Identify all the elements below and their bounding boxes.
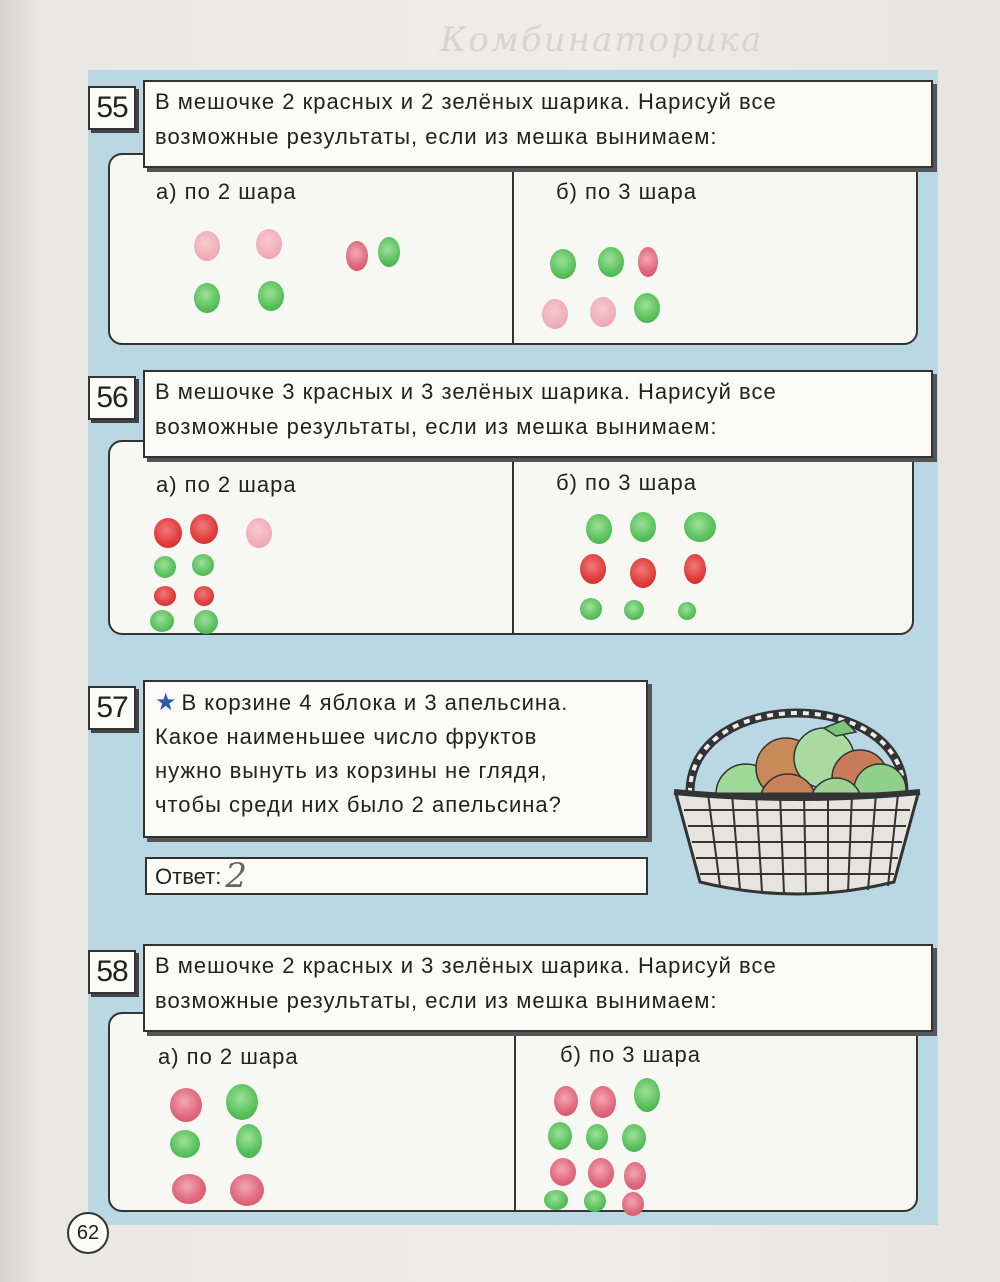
ball-red bbox=[190, 514, 218, 544]
ball-green bbox=[170, 1130, 200, 1158]
ball-green bbox=[586, 514, 612, 544]
task-55-answer-area bbox=[108, 153, 918, 345]
ball-red bbox=[170, 1088, 202, 1122]
prompt-line: В мешочке 2 красных и 2 зелёных шарика. Нарисуй все bbox=[155, 89, 777, 114]
prompt-line: Какое наименьшее число фруктов bbox=[155, 724, 538, 749]
ball-green bbox=[678, 602, 696, 620]
task-number-58: 58 bbox=[88, 950, 136, 994]
ball-red bbox=[588, 1158, 614, 1188]
faded-section-title: Комбинаторика bbox=[440, 20, 764, 60]
ball-green bbox=[548, 1122, 572, 1150]
answer-value: 2 bbox=[225, 856, 247, 896]
ball-red bbox=[542, 299, 568, 329]
basket-icon bbox=[668, 676, 926, 902]
ball-red bbox=[624, 1162, 646, 1190]
ball-red bbox=[590, 1086, 616, 1118]
task-56-answer-area bbox=[108, 440, 914, 635]
fruit-basket-illustration bbox=[668, 676, 926, 902]
ball-green bbox=[194, 283, 220, 313]
task-55-prompt bbox=[143, 80, 933, 168]
ball-red bbox=[246, 518, 272, 548]
ball-green bbox=[378, 237, 400, 267]
task-number-56: 56 bbox=[88, 376, 136, 420]
task-55-column-b-label: б) по 3 шара bbox=[556, 179, 698, 204]
ball-red bbox=[154, 586, 176, 606]
column-divider bbox=[514, 1014, 516, 1210]
ball-red bbox=[346, 241, 368, 271]
ball-red bbox=[684, 554, 706, 584]
column-divider bbox=[512, 155, 514, 343]
ball-red bbox=[194, 586, 214, 606]
ball-red bbox=[590, 297, 616, 327]
prompt-line: В мешочке 2 красных и 3 зелёных шарика. Нарисуй все bbox=[155, 953, 777, 978]
ball-red bbox=[172, 1174, 206, 1204]
ball-green bbox=[192, 554, 214, 576]
prompt-line bbox=[155, 686, 636, 720]
column-divider bbox=[512, 442, 514, 633]
page-number: 62 bbox=[67, 1212, 109, 1254]
task-57-answer-box[interactable] bbox=[145, 857, 648, 895]
prompt-line: чтобы среди них было 2 апельсина? bbox=[155, 792, 562, 817]
ball-red bbox=[622, 1192, 644, 1216]
task-56-column-b-label: б) по 3 шара bbox=[556, 470, 698, 495]
task-57-prompt bbox=[143, 680, 648, 838]
ball-red bbox=[638, 247, 658, 277]
prompt-line: В мешочке 3 красных и 3 зелёных шарика. Нарисуй все bbox=[155, 379, 777, 404]
ball-green bbox=[150, 610, 174, 632]
ball-green bbox=[684, 512, 716, 542]
prompt-line: нужно вынуть из корзины не глядя, bbox=[155, 758, 548, 783]
ball-red bbox=[550, 1158, 576, 1186]
task-58-column-a-label: а) по 2 шара bbox=[158, 1044, 299, 1069]
prompt-text: В корзине 4 яблока и 3 апельсина. bbox=[181, 690, 569, 715]
task-58-column-b-label: б) по 3 шара bbox=[560, 1042, 702, 1067]
ball-green bbox=[630, 512, 656, 542]
ball-green bbox=[226, 1084, 258, 1120]
answer-label: Ответ: bbox=[155, 864, 222, 889]
ball-red bbox=[630, 558, 656, 588]
task-number-57: 57 bbox=[88, 686, 136, 730]
task-58-answer-area bbox=[108, 1012, 918, 1212]
prompt-line: возможные результаты, если из мешка вынимаем: bbox=[155, 124, 718, 149]
task-56-prompt bbox=[143, 370, 933, 458]
ball-red bbox=[194, 231, 220, 261]
task-56-column-a-label: а) по 2 шара bbox=[156, 472, 297, 497]
ball-red bbox=[154, 518, 182, 548]
prompt-line: возможные результаты, если из мешка вынимаем: bbox=[155, 414, 718, 439]
ball-green bbox=[586, 1124, 608, 1150]
task-55-column-a-label: а) по 2 шара bbox=[156, 179, 297, 204]
ball-green bbox=[624, 600, 644, 620]
star-icon: ★ bbox=[155, 689, 178, 716]
ball-green bbox=[154, 556, 176, 578]
ball-green bbox=[194, 610, 218, 634]
ball-red bbox=[554, 1086, 578, 1116]
ball-green bbox=[634, 1078, 660, 1112]
ball-green bbox=[622, 1124, 646, 1152]
ball-red bbox=[230, 1174, 264, 1206]
ball-green bbox=[544, 1190, 568, 1210]
ball-green bbox=[634, 293, 660, 323]
ball-green bbox=[236, 1124, 262, 1158]
ball-red bbox=[580, 554, 606, 584]
ball-red bbox=[256, 229, 282, 259]
ball-green bbox=[584, 1190, 606, 1212]
task-58-prompt bbox=[143, 944, 933, 1032]
prompt-line: возможные результаты, если из мешка вынимаем: bbox=[155, 988, 718, 1013]
ball-green bbox=[580, 598, 602, 620]
ball-green bbox=[550, 249, 576, 279]
ball-green bbox=[598, 247, 624, 277]
ball-green bbox=[258, 281, 284, 311]
task-number-55: 55 bbox=[88, 86, 136, 130]
